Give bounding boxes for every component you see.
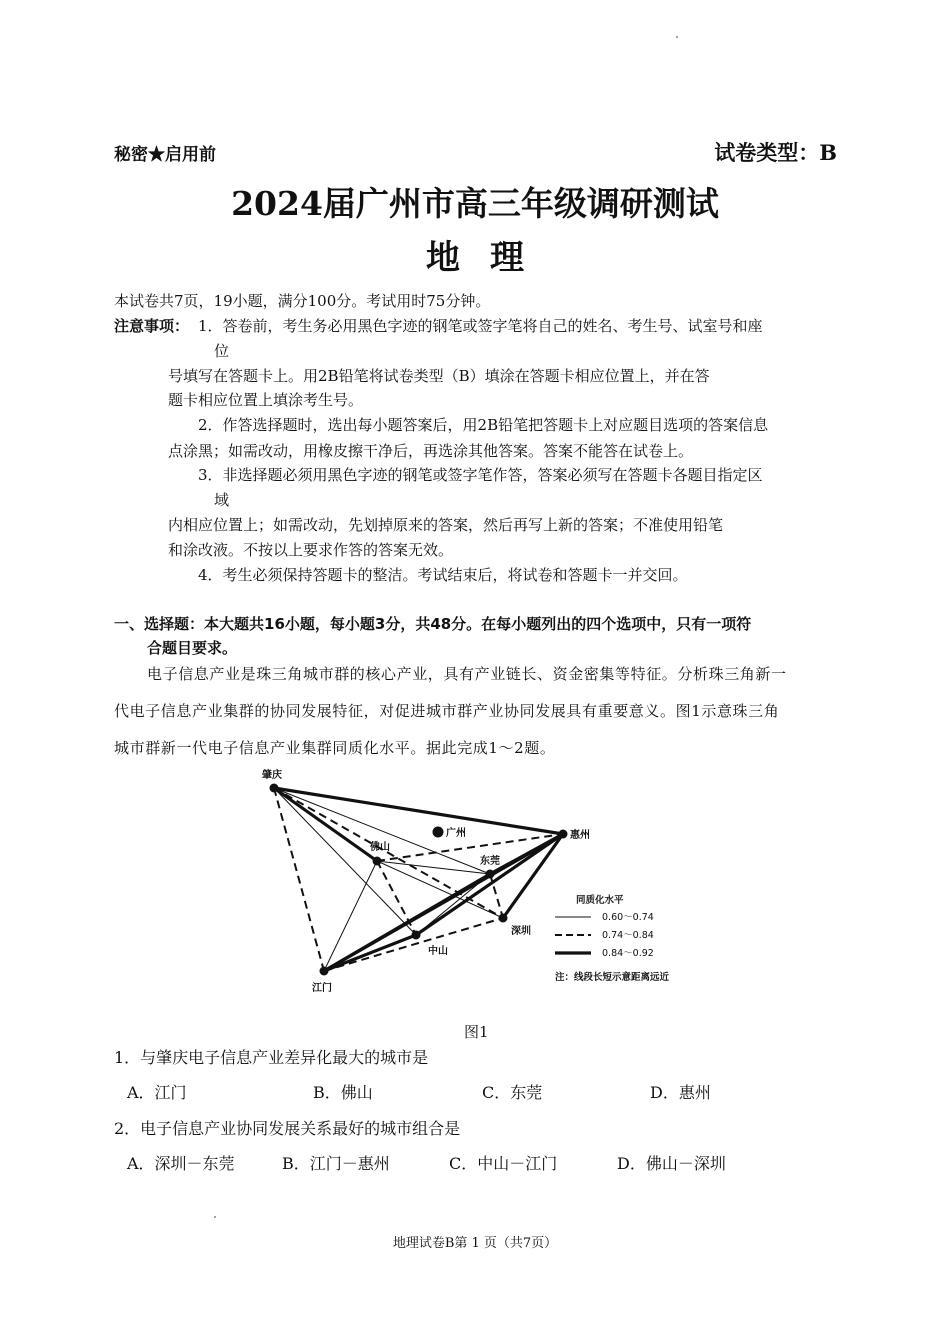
section-heading-cont: 合题目要求。 [147, 639, 238, 657]
question-option: D．佛山－深圳 [617, 1154, 726, 1173]
node-zhaoqing [270, 784, 279, 793]
page-footer: 地理试卷B第 1 页（共7页） [392, 1236, 558, 1251]
edge-foshan-zhongshan [377, 861, 416, 935]
notice-line: 位 [214, 342, 230, 360]
edge-zhaoqing-foshan [274, 788, 377, 861]
edge-zhaoqing-huizhou [274, 788, 563, 834]
question-stem: 1．与肇庆电子信息产业差异化最大的城市是 [114, 1048, 429, 1067]
edge-zhaoqing-jiangmen [274, 788, 324, 971]
label-jiangmen: 江门 [312, 983, 332, 994]
question-option: A．江门 [127, 1083, 187, 1102]
label-shenzhen: 深圳 [511, 926, 531, 937]
notice-line: 1．答卷前，考生务必用黑色字迹的钢笔或签字笔将自己的姓名、考生号、试室号和座 [198, 317, 763, 335]
paper-type-label: 试卷类型：B [714, 140, 837, 165]
homogenization-network-diagram [250, 762, 700, 1002]
passage-line: 电子信息产业是珠三角城市群的核心产业，具有产业链长、资金密集等特征。分析珠三角新一 [147, 665, 787, 683]
node-dongguan [486, 870, 495, 879]
node-foshan [373, 857, 382, 866]
question-option: B．佛山 [313, 1083, 373, 1102]
figure-caption: 图1 [464, 1023, 489, 1041]
edge-jiangmen-zhongshan [324, 935, 416, 971]
node-zhongshan [412, 931, 421, 940]
label-foshan: 佛山 [370, 842, 390, 853]
node-guangzhou [433, 827, 444, 838]
question-option: D．惠州 [650, 1083, 711, 1102]
label-zhongshan: 中山 [428, 946, 448, 957]
exam-title: 2024届广州市高三年级调研测试 [231, 184, 719, 223]
notice-line: 号填写在答题卡上。用2B铅笔将试卷类型（B）填涂在答题卡相应位置上，并在答 [168, 367, 710, 385]
label-guangzhou: 广州 [446, 828, 466, 839]
edge-jiangmen-dongguan [324, 874, 490, 971]
legend [555, 894, 670, 983]
question-option: C．中山－江门 [449, 1154, 558, 1173]
notice-line: 4．考生必须保持答题卡的整洁。考试结束后，将试卷和答题卡一并交回。 [198, 566, 688, 584]
node-shenzhen [499, 914, 508, 923]
legend-note: 注：线段长短示意距离远近 [555, 972, 670, 983]
edge-shenzhen-huizhou [503, 834, 563, 918]
notice-line: 域 [214, 491, 230, 509]
notice-label: 注意事项： [114, 317, 190, 335]
notice-line: 点涂黑；如需改动，用橡皮擦干净后，再选涂其他答案。答案不能答在试卷上。 [168, 442, 694, 460]
question-option: A．深圳－东莞 [127, 1154, 235, 1173]
notice-line: 2．作答选择题时，选出每小题答案后，用2B铅笔把答题卡上对应题目选项的答案信息 [198, 416, 769, 434]
passage-line: 代电子信息产业集群的协同发展特征，对促进城市群产业协同发展具有重要意义。图1示意珠三角 [114, 702, 780, 720]
question-stem: 2．电子信息产业协同发展关系最好的城市组合是 [114, 1119, 461, 1138]
section-heading: 一、选择题：本大题共16小题，每小题3分，共48分。在每小题列出的四个选项中，只有一项符 [114, 615, 752, 633]
question-option: C．东莞 [482, 1083, 543, 1102]
edge-zhaoqing-zhongshan [274, 788, 416, 935]
passage-line: 城市群新一代电子信息产业集群同质化水平。据此完成1～2题。 [114, 739, 556, 757]
exam-intro: 本试卷共7页，19小题，满分100分。考试用时75分钟。 [114, 292, 491, 310]
question-option: B．江门－惠州 [282, 1154, 390, 1173]
node-huizhou [559, 830, 568, 839]
notice-line: 和涂改液。不按以上要求作答的答案无效。 [168, 541, 454, 559]
notice-line: 内相应位置上；如需改动，先划掉原来的答案，然后再写上新的答案；不准使用铅笔 [168, 516, 724, 534]
edge-jiangmen-shenzhen [324, 918, 503, 971]
legend-item: 0.84～0.92 [602, 948, 654, 959]
notice-line: 题卡相应位置上填涂考生号。 [168, 391, 364, 409]
legend-title: 同质化水平 [576, 895, 624, 906]
legend-item: 0.74～0.84 [602, 930, 654, 941]
subject-title: 地理 [426, 238, 554, 278]
scan-speck [676, 36, 678, 38]
scan-speck [214, 1216, 216, 1218]
label-dongguan: 东莞 [480, 856, 500, 867]
label-zhaoqing: 肇庆 [262, 770, 282, 781]
confidential-mark: 秘密★启用前 [114, 145, 216, 165]
notice-line: 3．非选择题必须用黑色字迹的钢笔或签字笔作答，答案必须写在答题卡各题目指定区 [198, 466, 763, 484]
node-jiangmen [320, 967, 329, 976]
legend-item: 0.60～0.74 [602, 912, 654, 923]
label-huizhou: 惠州 [570, 830, 590, 841]
edge-zhongshan-huizhou [416, 834, 563, 935]
